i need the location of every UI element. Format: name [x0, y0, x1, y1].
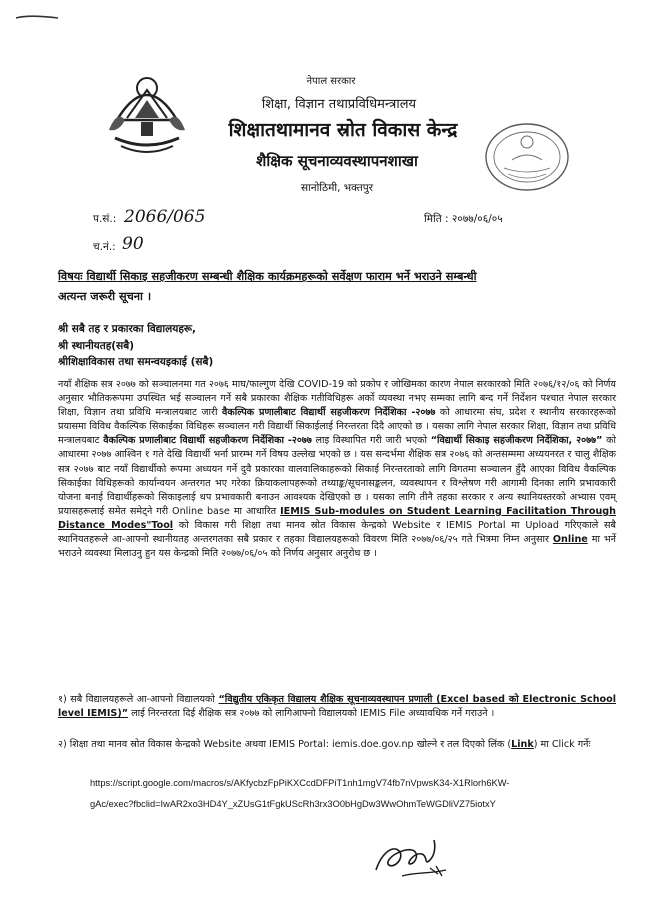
- item2-text-b: ) मा Click गर्नेः: [533, 739, 591, 750]
- para-text-d: लाइ विस्थापित गरी जारी भएको: [315, 435, 428, 447]
- para-bold-4: IEMIS Sub-modules on Student Learning Facilitation Through Distance Modes"Tool: [58, 505, 616, 531]
- office-stamp-icon: [482, 120, 572, 194]
- subject-line-2: अत्यन्त जरूरी सूचना ।: [58, 290, 152, 303]
- para-bold-3: “विद्यार्थी सिकाइ सहजीकरण निर्देशिका, २०७७”: [430, 435, 603, 447]
- recipient-1: श्री सबै तह र प्रकारका विद्यालयहरू,: [58, 323, 197, 335]
- para-text-a: नयाँ शैक्षिक सत्र २०७७ को सञ्चालनमा गत २०७६ माघ/फाल्गुण देखि COVID-19 को प्रकोप र जोखिमका कारण नेपाल सरकारको मिति २०७६/१२/०६ को निर्णय अनुसार भौतिकरूपमा उपस्थित भई सञ्चालन गर्ने सबै प्रकारका शैक्षिक गतीविधिहरू अर्को व्यवस्था नभए सम्मका लागि बन्द गर्ने निर्देशन पश्चात नेपाल सरकार शिक्षा, विज्ञान तथा प्रविधि मन्त्रालयबाट जारी: [58, 379, 616, 419]
- para-bold-5: Online: [552, 534, 588, 546]
- dispatch-number-label: च.नं.:: [93, 241, 116, 253]
- item1-bold: “विद्युतीय एकिकृत विद्यालय शैक्षिक सूचनाव्यवस्थापन प्रणाली (Excel based को Electronic School level IEMIS)”: [58, 694, 616, 720]
- office-address: सानोठिमी, भक्तपुर: [300, 182, 374, 194]
- instruction-item-1: [58, 693, 616, 721]
- item2-text-a: २) शिक्षा तथा मानव स्रोत विकास केन्द्रको Website अथवा IEMIS Portal: iemis.doe.gov.np खोल्ने र तल दिएको लिंक (: [58, 739, 512, 750]
- dispatch-number-value: 90: [122, 234, 144, 254]
- recipient-2: श्री स्थानीयतह(सबै): [58, 340, 135, 352]
- office-name: शिक्षातथामानव स्रोत विकास केन्द्र: [228, 119, 458, 141]
- signature-icon: [372, 830, 452, 890]
- section-name: शैक्षिक सूचनाव्यवस्थापनशाखा: [256, 152, 418, 170]
- survey-url-line-1[interactable]: https://script.google.com/macros/s/AKfycbzFpPiKXCcdDFPiT1nh1mgV74fb7nVpwsK34-X1Rlorh6KW-: [90, 778, 510, 788]
- subject-line-1: [58, 269, 658, 284]
- subject-text: विषयः विद्यार्थी सिकाइ सहजीकरण सम्बन्धी शैक्षिक कार्यक्रमहरूको सर्वेक्षण फाराम भर्ने भराउने सम्बन्धी: [58, 270, 477, 283]
- para-text-e: को आधारमा २०७७ आश्विन १ गते देखि विद्यार्थी भर्ना प्रारम्भ गर्ने विषय उल्लेख भएको छ । यस सन्दर्भमा शैक्षिक सत्र २०७६ को अन्तसम्ममा अध्ययनरत र चालु शैक्षिक सत्र २०७७ बाट नयाँ विद्यार्थीको रूपमा अध्ययन गर्ने दुवै प्रकारका वालवालिकाहरूको सिकाई निरन्तरताको लागि विगतमा सञ्चालन हुँदै आएका विविध वैकल्पिक सिकाईका विधिहरूको कार्यान्वयन अन्तरगत भए गरेका क्रियाकलापहरूको तथ्याङ्क/सूचनासङ्कलन, व्यवस्थापन र विश्लेषण गरी आगामी दिनका लागि प्रभावकारी योजना बनाई विद्यार्थीहरूको सिकाइलाई थप प्रभावकारी बनाउन आवश्यक देखिएको छ । यसका लागि तीनै तहका सरकार र अन्य स्थानियस्तरको अभ्यास एवम् प्रयासहरूलाई समेत समेट्ने गरी Online base मा आधारित: [58, 435, 616, 517]
- date-text: मिति : २०७७/०६/०५: [424, 213, 503, 225]
- para-bold-2: वैकल्पिक प्रणालीबाट विद्यार्थी सहजीकरण निर्देशिका -२०७७: [103, 435, 312, 447]
- item1-text-c: लाई निरन्तरता दिई शैक्षिक सत्र २०७७ को लागिआफ्नो विद्यालयको IEMIS File अध्यावधिक गर्ने गराउने ।: [131, 708, 495, 720]
- para-bold-1: वैकल्पिक प्रणालीबाट विद्यार्थी सहजीकरण निर्देशिका -२०७७: [222, 407, 436, 419]
- government-name: नेपाल सरकार: [306, 76, 356, 87]
- para-text-f: को विकास गरी शिक्षा तथा मानव स्रोत विकास केन्द्रको Website र IEMIS Portal मा Upload गरिएकाले सबै स्थानियतहरूले आ-आफ्नो स्थानीयतह अन्तरगतका सबै प्रकार र तहका विद्यालयहरूको विवरण मिति २०७७/०६/२५ गते भित्रमा निम्न अनुसार: [58, 519, 616, 546]
- para-text-c: को आधारमा संघ, प्रदेश र स्थानीय सरकारहरूको प्रयासमा विविध वैकल्पिक सिकाईका विधिहरू सञ्चालन गरी विद्यार्थी सिकाईलाई निरन्तरता दिदै आएको छ । यसका लागि नेपाल सरकार शिक्षा, विज्ञान तथा प्रविधि मन्त्रालयबाट: [58, 407, 616, 447]
- main-paragraph: [58, 378, 616, 561]
- item1-text-a: १) सबै विद्यालयहरूले आ-आपनो विद्यालयको: [58, 694, 215, 705]
- ref-number-label: प.सं.:: [93, 213, 117, 225]
- recipient-3: श्रीशिक्षाविकास तथा समन्वयइकाई (सबै): [58, 356, 214, 368]
- instruction-item-2: [58, 738, 616, 752]
- para-text-g: मा भर्ने भराउने व्यवस्था मिलाउनु हुन यस केन्द्रको मिति २०७७/०६/०५ को निर्णय अनुसार अनुरोध छ ।: [58, 534, 616, 560]
- link-text[interactable]: Link: [511, 739, 534, 750]
- ministry-name: शिक्षा, विज्ञान तथाप्रविधिमन्त्रालय: [261, 97, 417, 112]
- ref-number-value: 2066/065: [124, 207, 206, 227]
- survey-url-line-2[interactable]: gAc/exec?fbclid=IwAR2xo3HD4Y_xZUsG1tFgkUScRh3rx3O0bHgDw3WwOhmTeWGDliVZ75iotxY: [90, 799, 496, 809]
- corner-mark: [14, 6, 62, 26]
